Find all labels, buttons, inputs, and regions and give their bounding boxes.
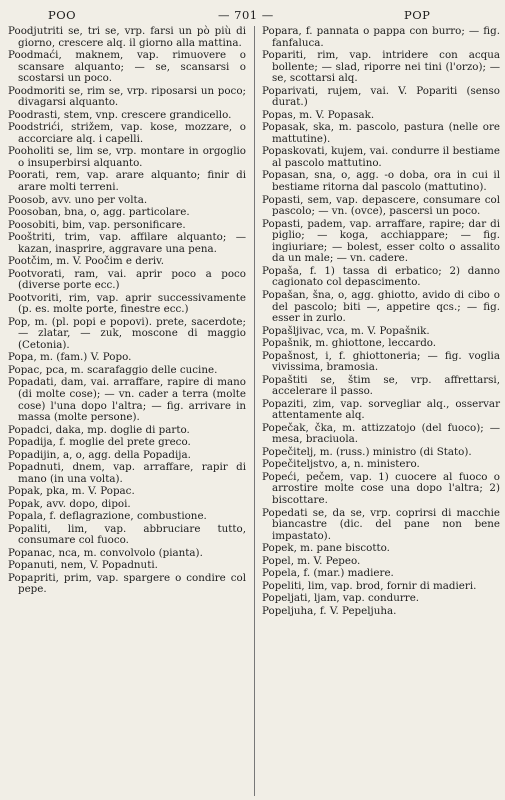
page-number: — 701 — xyxy=(218,8,274,22)
page-header xyxy=(0,4,505,26)
dictionary-entry: Popela, f. (mar.) madiere. xyxy=(262,567,394,580)
right-column xyxy=(262,26,500,618)
dictionary-entry: Popara, f. pannata o pappa con burro; — fig. fanfaluca. xyxy=(262,25,500,49)
dictionary-entry: Popanac, nca, m. convolvolo (pianta). xyxy=(8,546,203,559)
dictionary-entry: Poodjutriti se, tri se, vrp. farsi un pò più di giorno, crescere alq. il giorno alla mattina. xyxy=(8,25,246,49)
dictionary-entry: Popašnost, i, f. ghiottoneria; — fig. voglia vivissima, bramosia. xyxy=(262,349,500,374)
dictionary-entry: Popel, m. V. Pepeo. xyxy=(262,554,361,567)
dictionary-entry: Popeljati, ljam, vap. condurre. xyxy=(262,592,420,605)
dictionary-entry: Popečiteljstvo, a, n. ministero. xyxy=(262,458,420,471)
dictionary-entry: Poosobiti, bim, vap. personificare. xyxy=(8,218,186,231)
dictionary-entry: Popaskovati, kujem, vai. condurre il bestiame al pascolo mattutino. xyxy=(262,145,500,169)
dictionary-entry: Popeljuha, f. V. Pepeljuha. xyxy=(262,604,397,617)
dictionary-entry: Pooštriti, trim, vap. affilare alquanto; — kazan, inasprire, aggravare una pena. xyxy=(8,231,246,255)
dictionary-entry: Popanuti, nem, V. Popadnuti. xyxy=(8,559,158,572)
dictionary-entry: Popedati se, da se, vrp. coprirsi di macchie biancastre (dic. del pane non bene impastato). xyxy=(262,506,500,542)
dictionary-entry: Pootvorati, ram, vai. aprir poco a poco (diverse porte ecc.) xyxy=(8,267,246,292)
dictionary-entry: Popariti, rim, vap. intridere con acqua bollente; — slad, riporre nei tini (l'orzo); — se, scottarsi alq. xyxy=(262,49,500,85)
dictionary-entry: Poosob, avv. uno per volta. xyxy=(8,193,148,206)
dictionary-entry: Poorati, rem, vap. arare alquanto; finir di arare molti terreni. xyxy=(8,169,246,194)
dictionary-entry: Popašnik, m. ghiottone, leccardo. xyxy=(262,337,437,350)
dictionary-entry: Popadci, daka, mp. doglie di parto. xyxy=(8,423,190,436)
dictionary-entry: Popasti, sem, vap. depascere, consumare col pascolo; — vn. (ovce), pascersi un poco. xyxy=(262,193,500,218)
column-divider xyxy=(254,26,255,796)
dictionary-entry: Popaša, f. 1) tassa di erbatico; 2) danno cagionato col depascimento. xyxy=(262,264,500,289)
dictionary-entry: Pootčim, m. V. Poočim e deriv. xyxy=(8,255,165,268)
dictionary-entry: Popadija, f. moglie del prete greco. xyxy=(8,436,191,449)
dictionary-entry: Popas, m. V. Popasak. xyxy=(262,108,375,121)
dictionary-entry: Poodrasti, stem, vnp. crescere grandicello. xyxy=(8,108,232,121)
dictionary-entry: Popak, pka, m. V. Popac. xyxy=(8,485,135,498)
dictionary-entry: Popadijin, a, o, agg. della Popadija. xyxy=(8,448,191,461)
left-column xyxy=(8,26,246,597)
dictionary-entry: Poodmoriti se, rim se, vrp. riposarsi un poco; divagarsi alquanto. xyxy=(8,84,246,109)
dictionary-entry: Popala, f. deflagrazione, combustione. xyxy=(8,510,207,523)
dictionary-entry: Popa, m. (fam.) V. Popo. xyxy=(8,351,132,364)
dictionary-entry: Popadnuti, dnem, vap. arraffare, rapir di mano (in una volta). xyxy=(8,461,246,485)
dictionary-entry: Popasti, padem, vap. arraffare, rapire; dar di piglio; — koga, acchiappare; — fig. ingiuriare; — bolest, esser colto o assalito da un male; — vn. cadere. xyxy=(262,217,500,265)
dictionary-entry: Pop, m. (pl. popi e popovi). prete, sacerdote; — zlatar, — zuk, moscone di maggio (Cetonia). xyxy=(8,315,246,351)
dictionary-entry: Popac, pca, m. scarafaggio delle cucine. xyxy=(8,363,218,376)
dictionary-entry: Popečak, čka, m. attizzatojo (del fuoco); — mesa, braciuola. xyxy=(262,421,500,446)
dictionary-entry: Poosoban, bna, o, agg. particolare. xyxy=(8,206,190,219)
dictionary-entry: Popek, m. pane biscotto. xyxy=(262,542,390,555)
dictionary-entry: Popak, avv. dopo, dipoi. xyxy=(8,497,131,510)
dictionary-entry: Popečitelj, m. (russ.) ministro (di Stato). xyxy=(262,445,472,458)
dictionary-entry: Popaštiti se, štim se, vrp. affrettarsi, accelerare il passo. xyxy=(262,373,500,398)
dictionary-entry: Popeliti, lim, vap. brod, fornir di madieri. xyxy=(262,579,477,592)
dictionary-entry: Popaliti, lim, vap. abbruciare tutto, consumare col fuoco. xyxy=(8,522,246,547)
dictionary-entry: Popašan, šna, o, agg. ghiotto, avido di cibo o del pascolo; biti —, appetire qcs.; — fig. esser in zurlo. xyxy=(262,288,500,325)
dictionary-entry: Poparivati, rujem, vai. V. Popariti (senso durat.) xyxy=(262,84,500,109)
header-left-guideword: POO xyxy=(48,8,77,22)
dictionary-entry: Popasan, sna, o, agg. -o doba, ora in cui il bestiame ritorna dal pascolo (mattutino). xyxy=(262,169,500,194)
header-right-guideword: POP xyxy=(404,8,431,22)
dictionary-entry: Poodmaći, maknem, vap. rimuovere o scansare alquanto; — se, scansarsi o scostarsi un poco. xyxy=(8,49,246,85)
dictionary-entry: Pootvoriti, rim, vap. aprir successivamente (p. es. molte porte, finestre ecc.) xyxy=(8,291,246,316)
dictionary-entry: Popašljivac, vca, m. V. Popašnik. xyxy=(262,324,430,337)
dictionary-entry: Popaziti, zim, vap. sorvegliar alq., osservar attentamente alq. xyxy=(262,397,500,422)
dictionary-entry: Pooholiti se, lim se, vrp. montare in orgoglio o insuperbirsi alquanto. xyxy=(8,145,246,169)
dictionary-entry: Popapriti, prim, vap. spargere o condire col pepe. xyxy=(8,571,246,596)
dictionary-entry: Popasak, ska, m. pascolo, pastura (nelle ore mattutine). xyxy=(262,121,500,145)
dictionary-entry: Poodstrići, strižem, vap. kose, mozzare, o accorciare alq. i capelli. xyxy=(8,121,246,145)
dictionary-entry: Popeći, pečem, vap. 1) cuocere al fuoco o arrostire molte cose una dopo l'altra; 2) biscottare. xyxy=(262,470,500,507)
dictionary-entry: Popadati, dam, vai. arraffare, rapire di mano (di molte cose); — vn. cader a terra (molte cose) l'una dopo l'altra; — fig. arrivare in massa (molte persone). xyxy=(8,376,246,424)
